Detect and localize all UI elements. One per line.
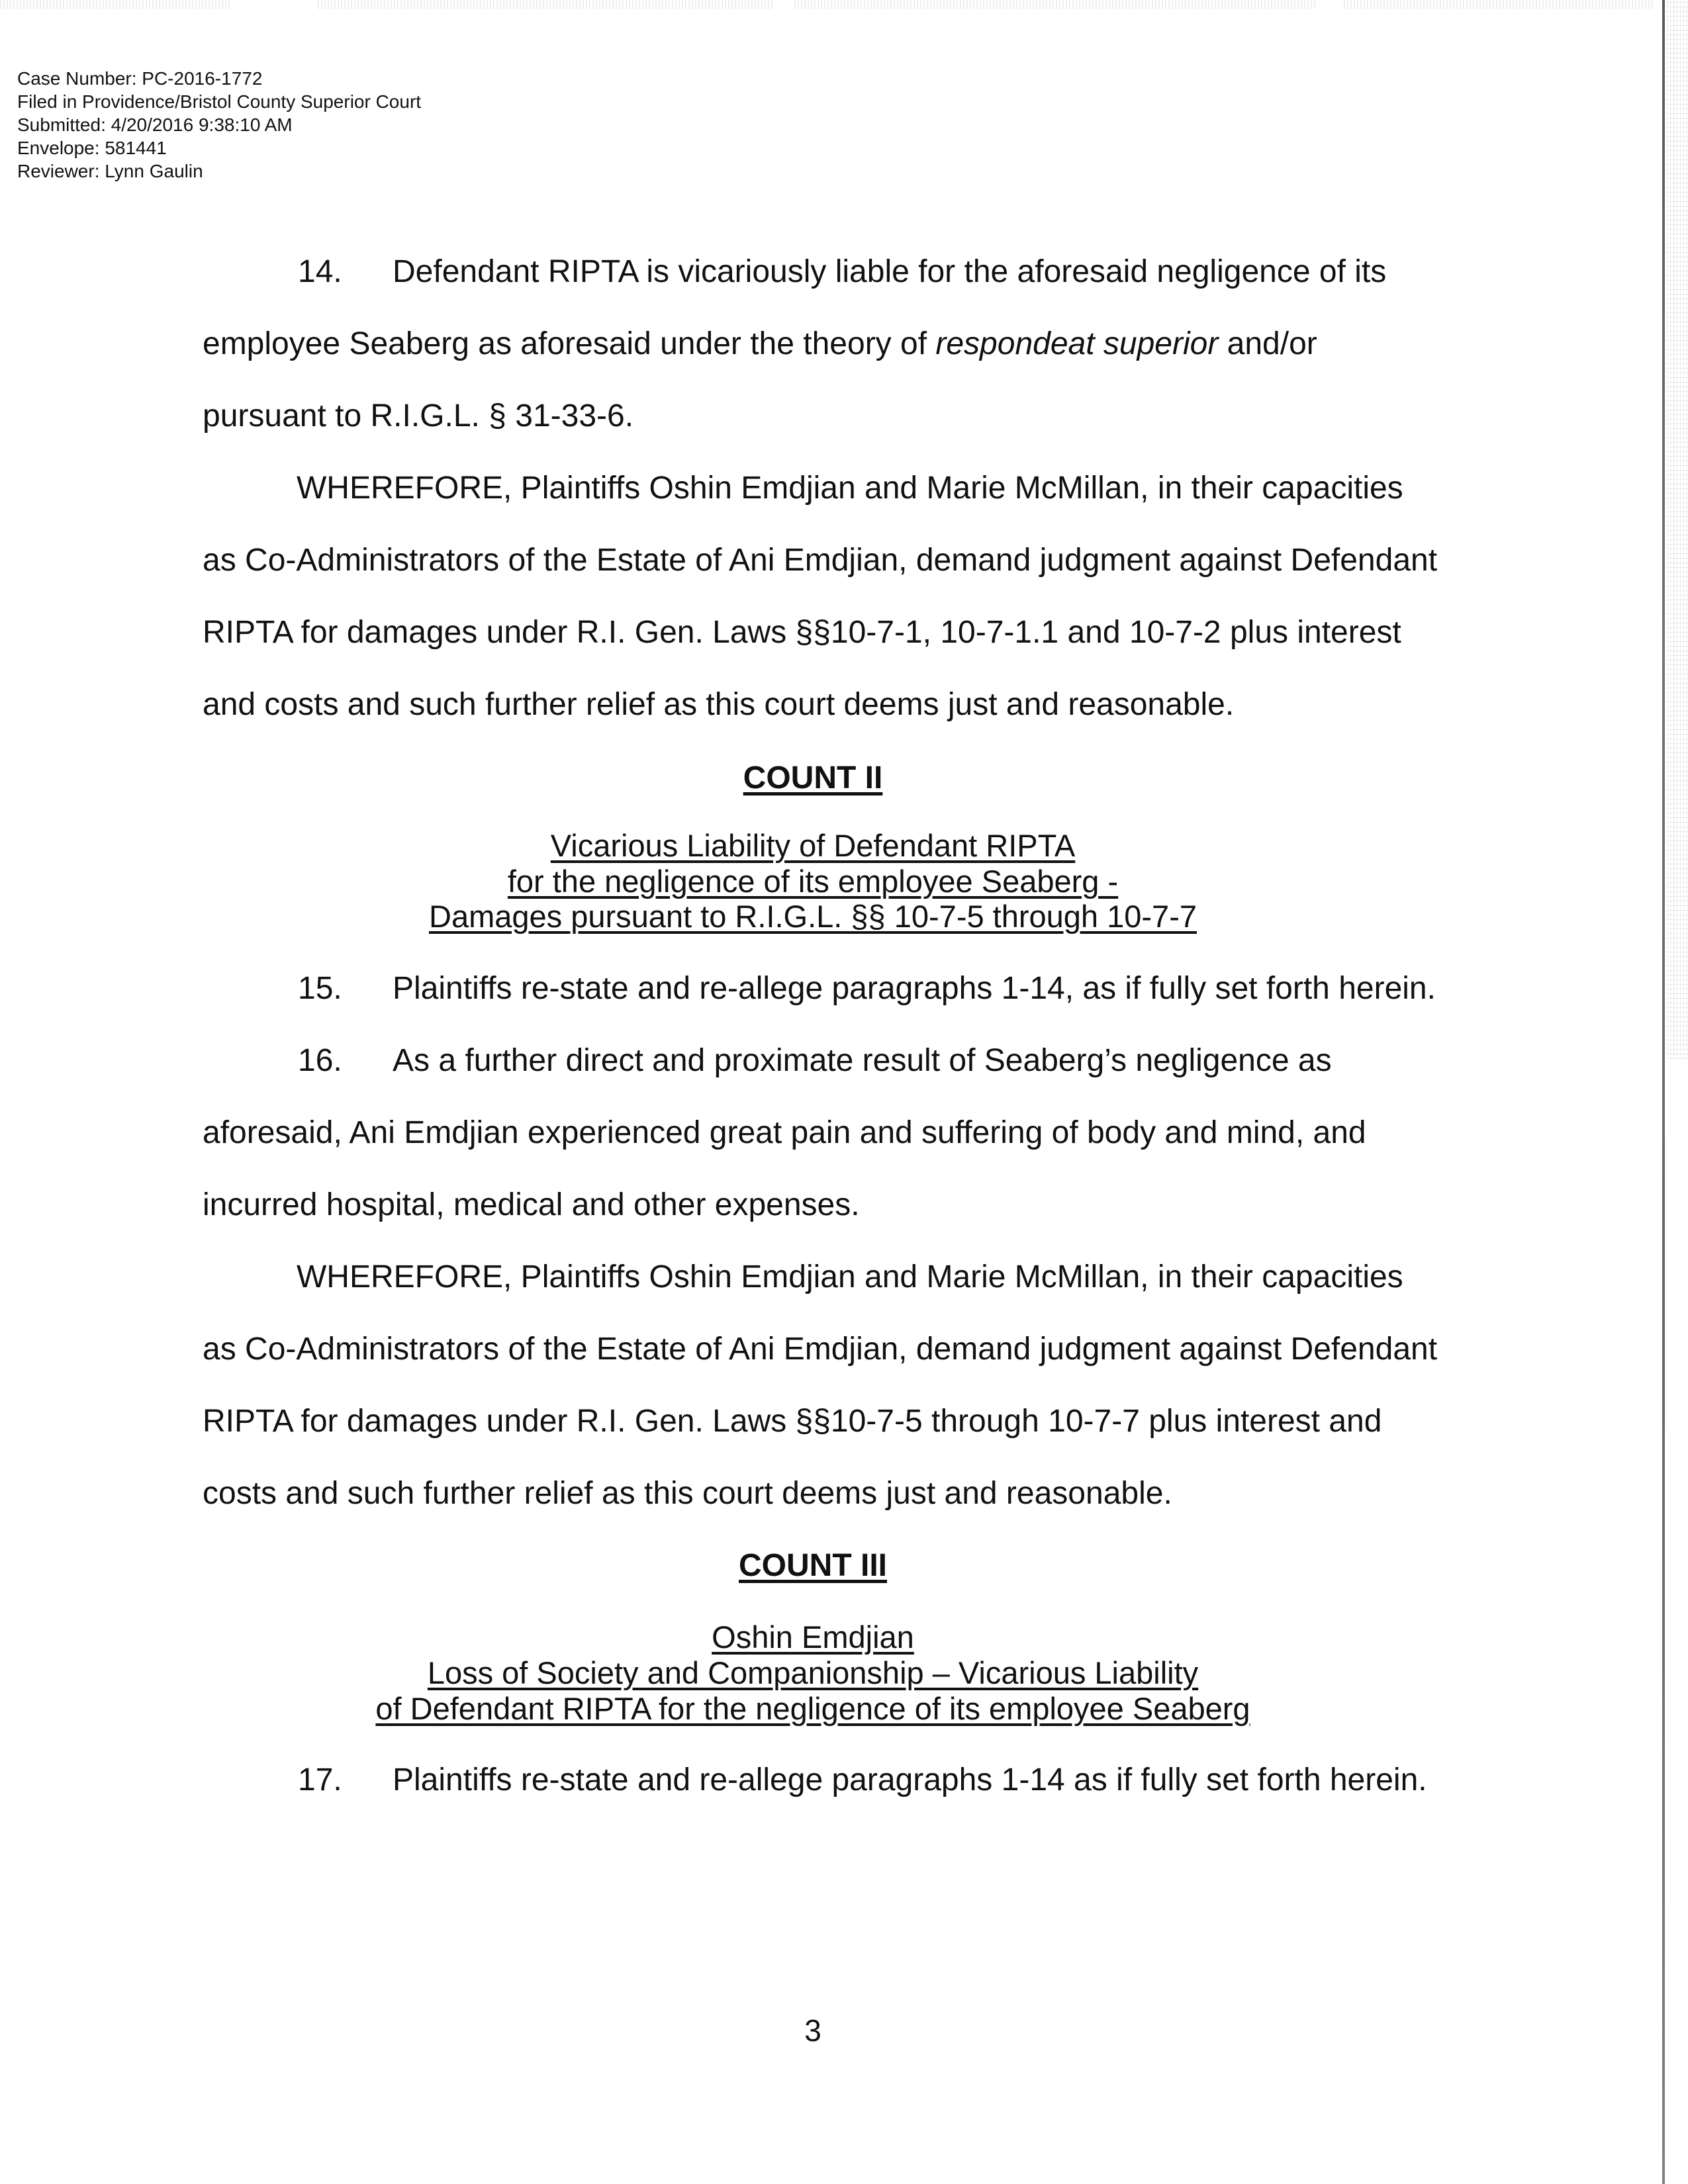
scan-artifact-top <box>0 0 1655 9</box>
case-number: Case Number: PC-2016-1772 <box>17 68 263 89</box>
paragraph-line: as Co-Administrators of the Estate of Ani Emdjian, demand judgment against Defendant <box>203 1332 1438 1367</box>
count-title-text: COUNT II <box>743 760 883 796</box>
paragraph-line: RIPTA for damages under R.I. Gen. Laws §§10-7-1, 10-7-1.1 and 10-7-2 plus interest <box>203 615 1401 650</box>
submitted-timestamp: Submitted: 4/20/2016 9:38:10 AM <box>17 114 293 135</box>
count-subtitle-text: of Defendant RIPTA for the negligence of its employee Seaberg <box>375 1691 1250 1726</box>
paragraph-number: 14. <box>298 254 342 289</box>
paragraph-line: Defendant RIPTA is vicariously liable for the aforesaid negligence of its <box>393 254 1387 289</box>
count-subtitle-text: for the negligence of its employee Seaberg - <box>507 864 1119 899</box>
count-subtitle <box>0 899 1626 934</box>
paragraph-line: Plaintiffs re-state and re-allege paragraphs 1-14, as if fully set forth herein. <box>393 971 1436 1006</box>
count-subtitle-text: Vicarious Liability of Defendant RIPTA <box>550 828 1076 863</box>
envelope-number: Envelope: 581441 <box>17 138 167 158</box>
count-subtitle-text: Oshin Emdjian <box>712 1619 914 1655</box>
paragraph-line: and costs and such further relief as this court deems just and reasonable. <box>203 687 1235 722</box>
filing-stamp-header <box>17 67 421 183</box>
text-run: and/or <box>1218 326 1317 361</box>
paragraph-line: RIPTA for damages under R.I. Gen. Laws §§10-7-5 through 10-7-7 plus interest and <box>203 1404 1382 1439</box>
reviewer: Reviewer: Lynn Gaulin <box>17 161 203 181</box>
text-run: employee Seaberg as aforesaid under the theory of <box>203 326 936 361</box>
paragraph-line: WHEREFORE, Plaintiffs Oshin Emdjian and Marie McMillan, in their capacities <box>297 1259 1403 1295</box>
scan-artifact-speckle <box>1667 0 1688 1059</box>
count-title <box>0 1547 1626 1584</box>
count-subtitle <box>0 1619 1626 1655</box>
paragraph-line: WHEREFORE, Plaintiffs Oshin Emdjian and Marie McMillan, in their capacities <box>297 471 1403 506</box>
paragraph-line: As a further direct and proximate result of Seaberg’s negligence as <box>393 1043 1332 1078</box>
paragraph-line: Plaintiffs re-state and re-allege paragraphs 1-14 as if fully set forth herein. <box>393 1762 1427 1797</box>
paragraph-number: 17. <box>298 1762 342 1797</box>
paragraph-line <box>203 326 1317 363</box>
page-number: 3 <box>804 2013 821 2048</box>
count-subtitle <box>0 1655 1626 1691</box>
count-subtitle <box>0 828 1626 864</box>
italic-term: respondeat superior <box>935 326 1219 361</box>
paragraph-number: 15. <box>298 971 342 1006</box>
count-subtitle <box>0 1691 1626 1727</box>
paragraph-line: as Co-Administrators of the Estate of Ani Emdjian, demand judgment against Defendant <box>203 543 1438 578</box>
count-title <box>0 760 1626 797</box>
count-subtitle-text: Loss of Society and Companionship – Vicarious Liability <box>427 1655 1199 1690</box>
filed-in: Filed in Providence/Bristol County Superior Court <box>17 91 422 112</box>
paragraph-number: 16. <box>298 1043 342 1078</box>
count-title-text: COUNT III <box>739 1548 887 1583</box>
paragraph-line: costs and such further relief as this court deems just and reasonable. <box>203 1476 1172 1511</box>
scan-artifact-edge-line <box>1662 0 1665 2184</box>
count-subtitle-text: Damages pursuant to R.I.G.L. §§ 10-7-5 through 10-7-7 <box>429 899 1197 934</box>
paragraph-line: aforesaid, Ani Emdjian experienced great pain and suffering of body and mind, and <box>203 1115 1366 1150</box>
paragraph-line: incurred hospital, medical and other expenses. <box>203 1187 860 1222</box>
paragraph-line: pursuant to R.I.G.L. § 31-33-6. <box>203 398 634 433</box>
count-subtitle <box>0 864 1626 899</box>
